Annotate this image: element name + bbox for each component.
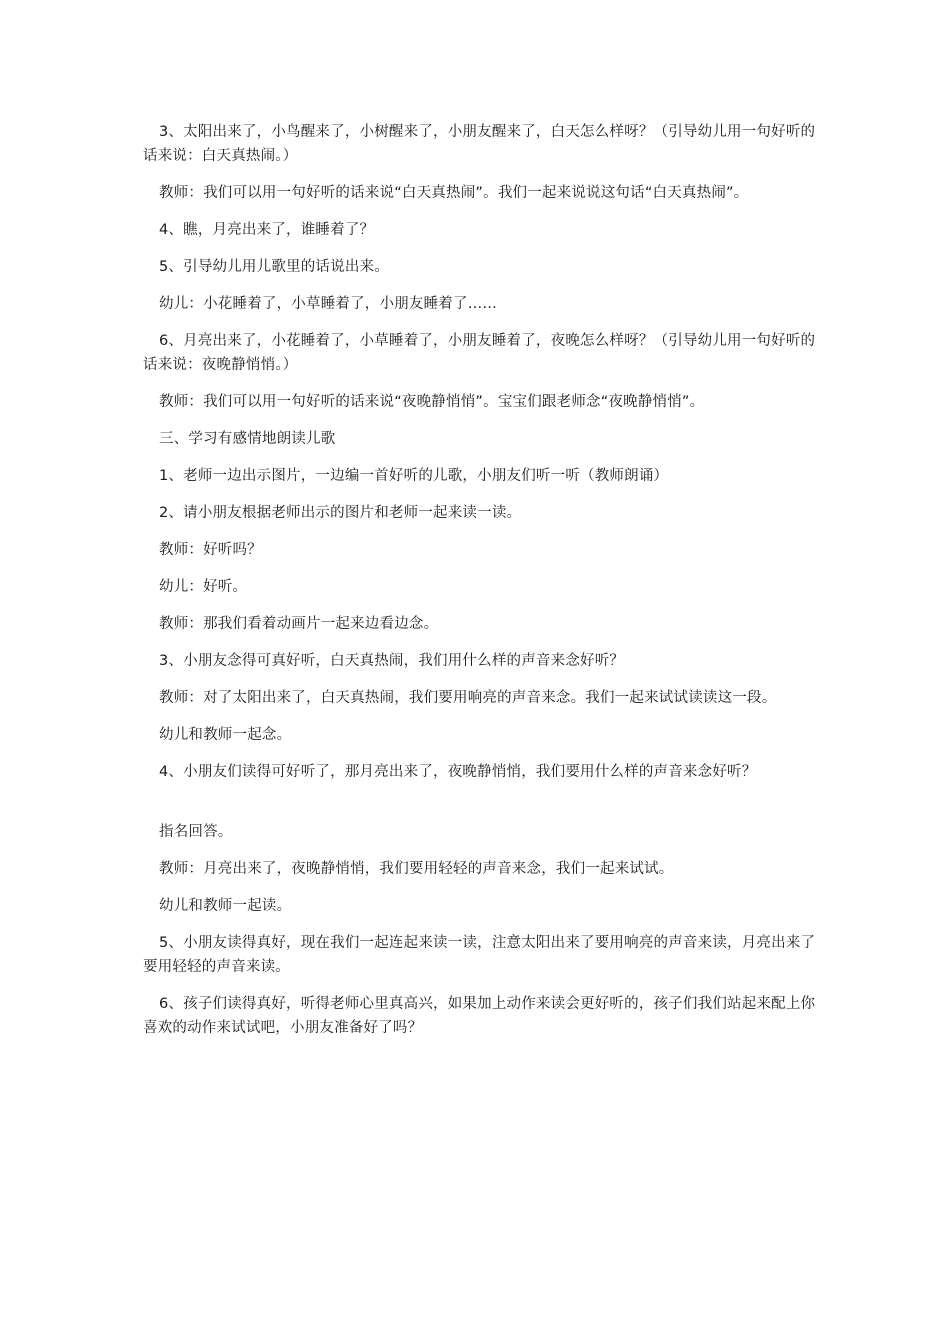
paragraph: 3、小朋友念得可真好听，白天真热闹，我们用什么样的声音来念好听？	[159, 653, 625, 669]
paragraph: 指名回答。	[159, 824, 233, 840]
paragraph: 3、太阳出来了，小鸟醒来了，小树醒来了，小朋友醒来了，白天怎么样呀？（引导幼儿用一句好听的话来说：白天真热闹。）	[143, 124, 816, 164]
section-heading: 三、学习有感情地朗读儿歌	[159, 431, 336, 447]
paragraph: 教师：月亮出来了，夜晚静悄悄，我们要用轻轻的声音来念，我们一起来试试。	[159, 861, 674, 877]
paragraph: 教师：我们可以用一句好听的话来说“夜晚静悄悄”。宝宝们跟老师念“夜晚静悄悄”。	[159, 394, 705, 410]
paragraph: 6、孩子们读得真好，听得老师心里真高兴，如果加上动作来读会更好听的，孩子们我们站起来配上你喜欢的动作来试试吧，小朋友准备好了吗？	[143, 996, 816, 1036]
paragraph: 幼儿和教师一起念。	[159, 727, 292, 743]
document-page	[143, 120, 825, 1053]
paragraph: 教师：好听吗？	[159, 542, 262, 558]
paragraph: 2、请小朋友根据老师出示的图片和老师一起来读一读。	[159, 505, 522, 521]
paragraph: 4、瞧，月亮出来了，谁睡着了？	[159, 222, 375, 238]
paragraph: 1、老师一边出示图片，一边编一首好听的儿歌，小朋友们听一听（教师朗诵）	[159, 468, 669, 484]
paragraph: 5、小朋友读得真好，现在我们一起连起来读一读，注意太阳出来了要用响亮的声音来读，月亮出来了要用轻轻的声音来读。	[143, 935, 816, 975]
paragraph: 幼儿：小花睡着了，小草睡着了，小朋友睡着了……	[159, 296, 498, 312]
paragraph: 6、月亮出来了，小花睡着了，小草睡着了，小朋友睡着了，夜晚怎么样呀？（引导幼儿用一句好听的话来说：夜晚静悄悄。）	[143, 333, 816, 373]
paragraph: 5、引导幼儿用儿歌里的话说出来。	[159, 259, 389, 275]
paragraph: 教师：那我们看着动画片一起来边看边念。	[159, 616, 439, 632]
paragraph: 幼儿和教师一起读。	[159, 898, 292, 914]
paragraph: 幼儿：好听。	[159, 579, 248, 595]
paragraph: 教师：对了太阳出来了，白天真热闹，我们要用响亮的声音来念。我们一起来试试读读这一段。	[159, 690, 777, 706]
paragraph: 4、小朋友们读得可好听了，那月亮出来了，夜晚静悄悄，我们要用什么样的声音来念好听？	[159, 764, 757, 780]
paragraph: 教师：我们可以用一句好听的话来说“白天真热闹”。我们一起来说说这句话“白天真热闹”。	[159, 185, 749, 201]
